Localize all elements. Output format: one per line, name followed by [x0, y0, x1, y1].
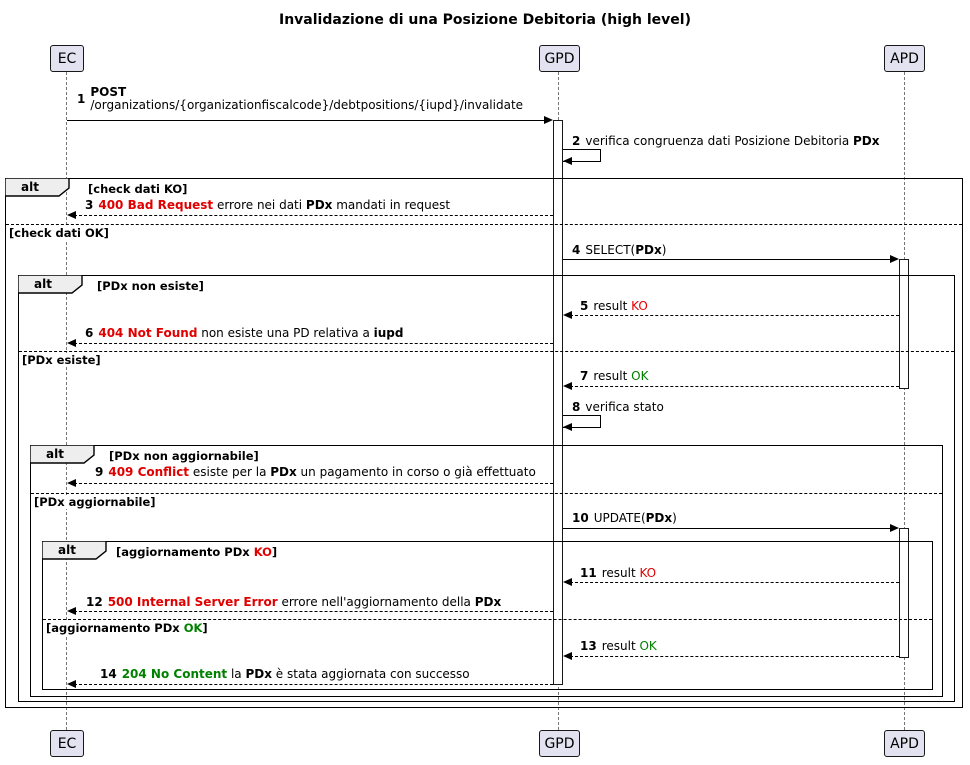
message-path: /organizations/{organizationfiscalcode}/debtpositions/{iupd}/invalidate	[90, 98, 524, 112]
message-10-update: 10 UPDATE(PDx)	[572, 511, 677, 525]
message-1-post-invalidate	[77, 86, 523, 112]
actor-gpd-top: GPD	[539, 45, 580, 72]
message-4-select: 4 SELECT(PDx)	[572, 243, 667, 257]
message-verb: POST	[90, 85, 127, 99]
guard-pdx-non-esiste: [PDx non esiste]	[97, 279, 204, 293]
guard-aggiornamento-pdx-ok: [aggiornamento PDx OK]	[46, 621, 208, 635]
arrowhead-left-icon	[67, 607, 76, 615]
arrow-line	[570, 386, 899, 387]
guard-pdx-esiste: [PDx esiste]	[22, 353, 101, 367]
arrow-line	[563, 528, 892, 529]
message-number: 1	[77, 91, 86, 106]
arrowhead-right-icon	[890, 524, 899, 532]
arrow-line	[74, 684, 553, 685]
alt-divider	[43, 619, 932, 620]
alt-keyword: alt	[21, 180, 39, 194]
alt-keyword: alt	[46, 447, 64, 461]
arrow-line	[570, 315, 899, 316]
guard-pdx-non-aggiornabile: [PDx non aggiornabile]	[109, 449, 259, 463]
message-5-result-ko: 5 result KO	[580, 299, 648, 313]
arrowhead-left-icon	[563, 311, 572, 319]
arrowhead-left-icon	[563, 578, 572, 586]
arrowhead-left-icon	[67, 339, 76, 347]
message-7-result-ok: 7 result OK	[580, 369, 649, 383]
actor-apd-top: APD	[884, 45, 925, 72]
alt-divider	[19, 351, 954, 352]
arrowhead-right-icon	[544, 116, 553, 124]
alt-divider	[6, 224, 962, 225]
arrow-line	[67, 120, 546, 121]
arrow-line	[570, 582, 899, 583]
guard-pdx-aggiornabile: [PDx aggiornabile]	[34, 495, 156, 509]
arrowhead-left-icon	[67, 211, 76, 219]
arrow-line	[74, 215, 553, 216]
alt-tab	[5, 178, 71, 197]
arrow-line	[74, 611, 553, 612]
arrow-line	[74, 483, 553, 484]
message-3-400-bad-request: 3 400 Bad Request errore nei dati PDx mandati in request	[85, 198, 451, 212]
message-9-409-conflict: 9 409 Conflict esiste per la PDx un pagamento in corso o già effettuato	[95, 465, 536, 479]
message-13-result-ok: 13 result OK	[580, 639, 657, 653]
message-12-500-internal-server-error: 12 500 Internal Server Error errore nell'aggiornamento della PDx	[86, 595, 502, 609]
diagram-title: Invalidazione di una Posizione Debitoria (high level)	[279, 12, 691, 28]
actor-ec-top: EC	[50, 45, 84, 72]
message-14-204-no-content: 14 204 No Content la PDx è stata aggiornata con successo	[100, 667, 470, 681]
arrowhead-left-icon	[563, 382, 572, 390]
alt-divider	[31, 493, 942, 494]
guard-check-dati-ok: [check dati OK]	[9, 226, 109, 240]
actor-apd-bottom: APD	[884, 730, 925, 757]
alt-keyword: alt	[34, 277, 52, 291]
alt-tab	[30, 445, 96, 464]
arrowhead-left-icon	[563, 423, 572, 431]
alt-keyword: alt	[58, 543, 76, 557]
arrowhead-left-icon	[563, 652, 572, 660]
actor-ec-bottom: EC	[50, 730, 84, 757]
guard-check-dati-ko: [check dati KO]	[88, 182, 188, 196]
alt-tab	[42, 541, 108, 560]
arrowhead-left-icon	[67, 479, 76, 487]
guard-aggiornamento-pdx-ko: [aggiornamento PDx KO]	[116, 545, 278, 559]
message-8-verifica-stato: 8 verifica stato	[572, 400, 664, 414]
message-11-result-ko: 11 result KO	[580, 566, 657, 580]
alt-tab	[18, 275, 84, 294]
arrowhead-left-icon	[67, 680, 76, 688]
message-6-404-not-found: 6 404 Not Found non esiste una PD relativa a iupd	[85, 326, 404, 340]
arrowhead-right-icon	[890, 255, 899, 263]
actor-gpd-bottom: GPD	[539, 730, 580, 757]
arrow-line	[570, 656, 899, 657]
arrow-line	[74, 343, 553, 344]
message-2-verifica-congruenza: 2 verifica congruenza dati Posizione Debitoria PDx	[572, 134, 880, 148]
arrowhead-left-icon	[563, 157, 572, 165]
arrow-line	[563, 259, 892, 260]
